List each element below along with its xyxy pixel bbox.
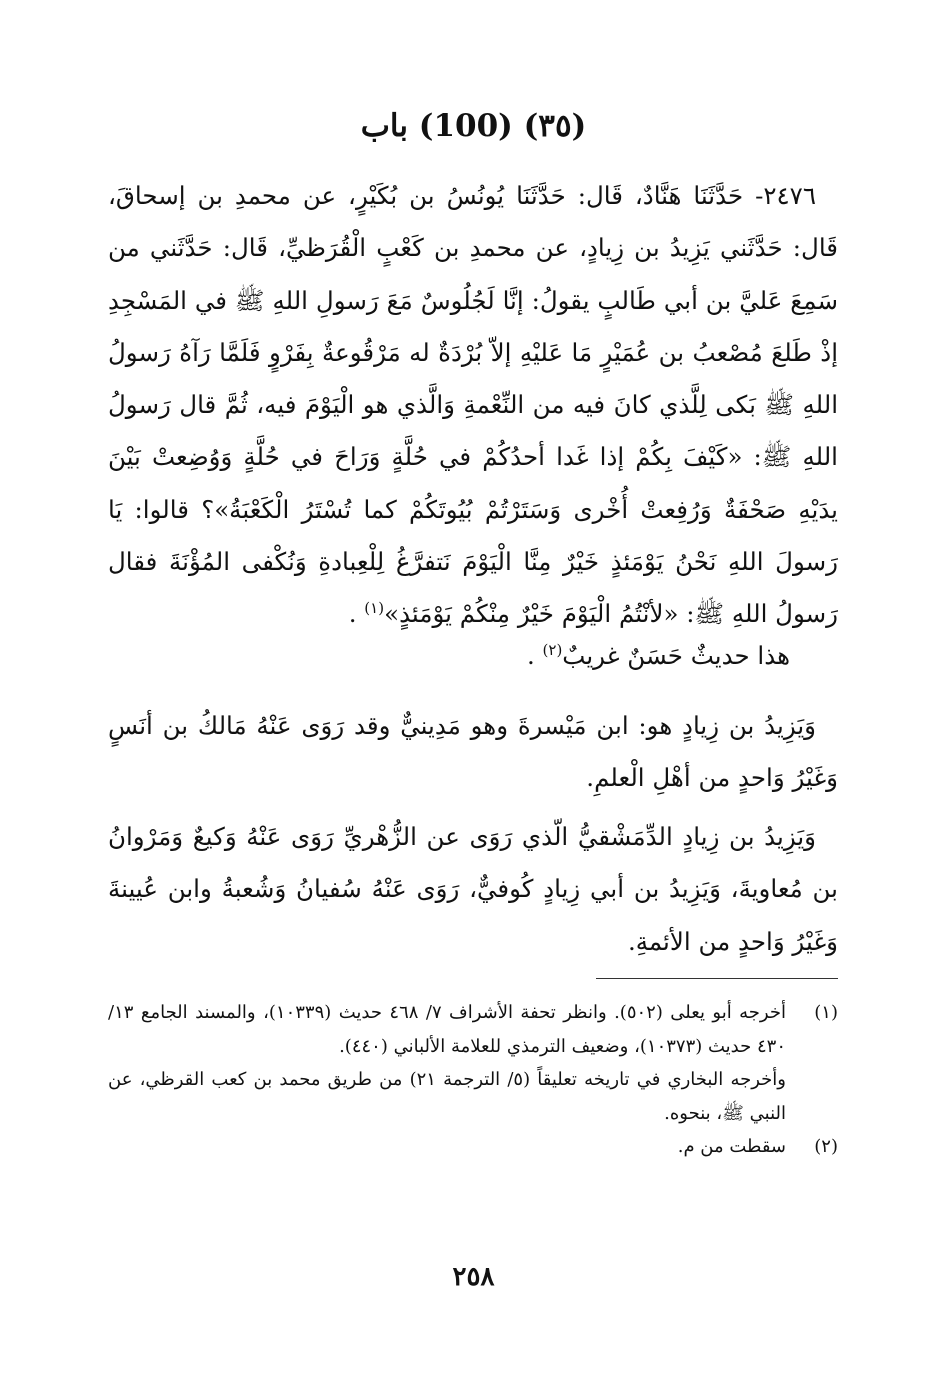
footnote-ref-1[interactable]: (١) — [364, 599, 385, 618]
narrator-note: وَيَزِيدُ بن زِيادٍ الدِّمَشْقيُّ الّذي رَوَى عن الزُّهْريِّ رَوَى عَنْهُ وَكيعٌ وَمَرْوانُ بن مُعاويةَ، وَيَزِيدُ بن أبي زِيادٍ كُوفيٌّ، رَوَى عَنْهُ سُفيانُ وَشُعبةُ وابن عُيينةَ وَغَيْرُ وَاحدٍ من الأئمةِ. — [108, 822, 838, 956]
footnote-number: (٢) — [814, 1136, 838, 1157]
grading-block — [108, 630, 838, 682]
hadith-end: . — [348, 599, 365, 629]
narrator-note-2-block — [108, 811, 838, 968]
footnote-separator — [596, 978, 838, 979]
footnote-line: أخرجه أبو يعلى (٥٠٢). وانظر تحفة الأشراف ٧/ ٤٦٨ حديث (١٠٣٣٩)، والمسند الجامع ١٣/ ٤٣٠ حديث (١٠٣٧٣)، وضعيف الترمذي للعلامة الألباني (٤٤٠). — [108, 1002, 786, 1057]
footnote-number: (١) — [814, 1002, 838, 1023]
page-number: ٢٥٨ — [452, 1262, 495, 1292]
grading-end: . — [526, 641, 543, 670]
narrator-note-1-block — [108, 700, 838, 805]
footnote-line: سقطت من م. — [677, 1136, 786, 1157]
footnote-ref-2[interactable]: (٢) — [542, 640, 563, 659]
footnote-line: وأخرجه البخاري في تاريخه تعليقاً (٥/ الترجمة ٢١) من طريق محمد بن كعب القرظي، عن النبي ﷺ، بنحوه. — [108, 1069, 786, 1124]
footnote-2 — [108, 1130, 838, 1164]
footnotes-section — [108, 996, 838, 1164]
hadith-text — [108, 170, 838, 641]
grading-text: هذا حديثٌ حَسَنٌ غريبٌ — [562, 641, 790, 670]
chapter-title: (٣٥) (100) باب — [360, 108, 587, 144]
narrator-note: وَيَزِيدُ بن زِيادٍ هو: ابن مَيْسرةَ وهو مَدِينيٌّ وقد رَوَى عَنْهُ مَالكُ بن أنَسٍ وَغَيْرُ وَاحدٍ من أهْلِ الْعلمِ. — [108, 711, 838, 793]
footnote-1 — [108, 996, 838, 1130]
hadith-body: ٢٤٧٦- حَدَّثَنَا هَنَّادٌ، قَال: حَدَّثَنَا يُونُسُ بن بُكَيْرٍ، عن محمدِ بن إسحاقَ، قَال: حَدَّثَني يَزِيدُ بن زِيادٍ، عن محمدِ بن كَعْبٍ الْقُرَظيِّ، قَال: حَدَّثَني من سَمِعَ عَليَّ بن أبي طَالبٍ يقولُ: إنَّا لَجُلُوسٌ مَعَ رَسولِ اللهِ ﷺ في المَسْجِدِ إذْ طَلعَ مُصْعبُ بن عُمَيْرٍ مَا عَليْهِ إلاّ بُرْدَةٌ له مَرْقُوعةٌ بِفَرْوٍ فَلَمَّا رَآهُ رَسولُ اللهِ ﷺ بَكى لِلَّذي كانَ فيه من النِّعْمةِ وَالَّذي هو الْيَوْمَ فيه، ثُمَّ قال رَسولُ اللهِ ﷺ: «كَيْفَ بِكُمْ إذا غَدا أحدُكُمْ في حُلَّةٍ وَرَاحَ في حُلَّةٍ وَوُضِعتْ بَيْنَ يدَيْهِ صَحْفَةٌ وَرُفِعتْ أُخْرى وَسَتَرْتُمْ بُيُوتَكُمْ كما تُسْتَرُ الْكَعْبَةُ»؟ قالوا: يَا رَسولَ اللهِ نَحْنُ يَوْمَئذٍ خَيْرٌ مِنَّا الْيَوْمَ نَتفرَّغُ لِلْعِبادةِ وَنُكْفى المُؤْنَةَ فقال رَسولُ اللهِ ﷺ: «لأنْتُمُ الْيَوْمَ خَيْرٌ مِنْكُمْ يَوْمَئذٍ» — [108, 181, 838, 629]
hadith-grading — [108, 630, 838, 682]
footnote-body — [108, 1130, 786, 1164]
footnote-body — [108, 996, 786, 1130]
hadith-block — [108, 170, 838, 641]
